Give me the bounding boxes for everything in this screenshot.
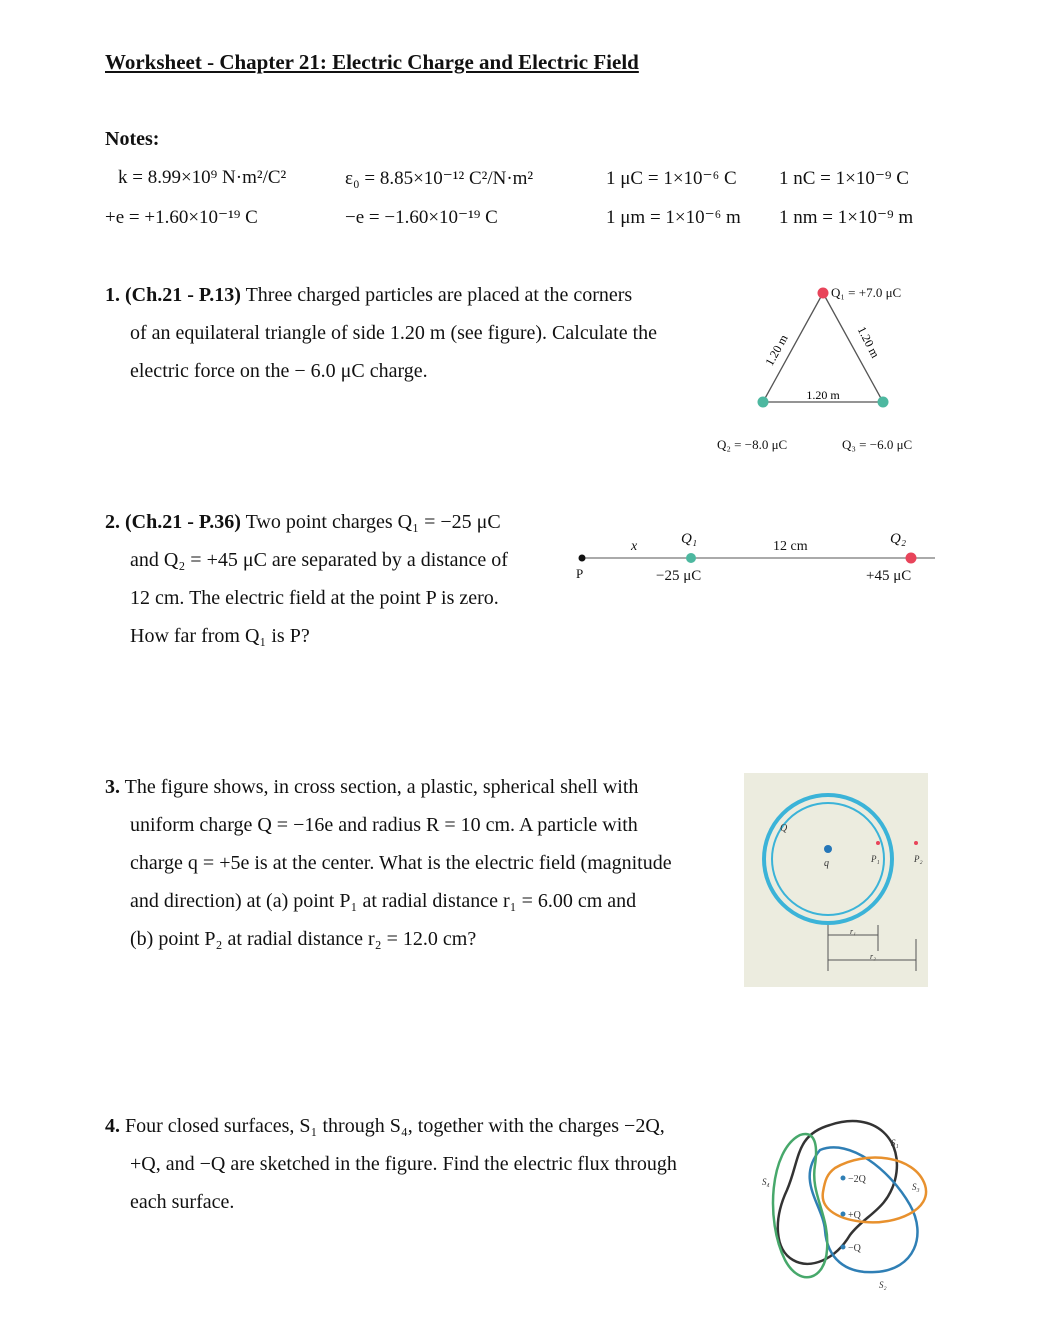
p2-dot [914, 841, 918, 845]
triangle-diagram [715, 282, 935, 457]
note-negative-charge: −e = −1.60×10⁻¹⁹ C [345, 207, 498, 228]
center-charge-dot [824, 845, 832, 853]
figure-triangle [715, 282, 935, 457]
shell-figure-background [744, 773, 928, 987]
q2-name-label: Q₂ [890, 531, 907, 547]
question-3-number: 3. [105, 776, 120, 798]
question-4-line-3: each surface. [130, 1191, 235, 1213]
question-3-line-3: charge q = +5e is at the center. What is the electric field (magnitude [130, 852, 672, 874]
question-4-line-1: Four closed surfaces, S₁ through S₄, together with the charges −2Q, [120, 1115, 665, 1137]
question-4 [105, 1107, 755, 1221]
q1-charge-dot [818, 288, 829, 299]
shell-q-label: Q [780, 823, 788, 834]
q1-value-label: −25 μC [656, 568, 702, 584]
side-bottom-label: 1.20 m [806, 388, 840, 402]
question-1-line-2: of an equilateral triangle of side 1.20 m (see figure). Calculate the [130, 322, 658, 344]
note-nanocoulomb: 1 nC = 1×10⁻⁹ C [779, 168, 909, 189]
distance-12cm-label: 12 cm [773, 539, 808, 554]
r2-label: r₂ [870, 952, 876, 961]
point-p-dot [579, 555, 586, 562]
q2-label: Q₂ = −8.0 μC [717, 437, 788, 452]
question-1-line-3: electric force on the − 6.0 μC charge. [130, 360, 428, 382]
charge-minus-2q-label: −2Q [848, 1174, 866, 1185]
note-coulomb-constant: k = 8.99×10⁹ N·m²/C² [118, 167, 287, 188]
surface-s4-label: S₄ [762, 1177, 770, 1187]
worksheet-title: Worksheet - Chapter 21: Electric Charge and Electric Field [105, 50, 639, 74]
note-positive-charge: +e = +1.60×10⁻¹⁹ C [105, 207, 258, 228]
p1-label: P₁ [871, 854, 880, 864]
surface-s1-label: S₁ [891, 1138, 899, 1148]
surface-s3-label: S₃ [912, 1182, 920, 1192]
note-microcoulomb: 1 μC = 1×10⁻⁶ C [606, 168, 737, 189]
question-1 [105, 276, 715, 390]
charge-minus-q-dot [841, 1245, 846, 1250]
question-3-line-4: and direction) at (a) point P₁ at radial distance r₁ = 6.00 cm and [130, 890, 637, 912]
question-4-line-2: +Q, and −Q are sketched in the figure. Find the electric flux through [130, 1153, 677, 1175]
notes-heading: Notes: [105, 128, 160, 150]
p2-label: P₂ [914, 854, 923, 864]
side-right-label: 1.20 m [854, 324, 883, 361]
question-3-line-1: The figure shows, in cross section, a plastic, spherical shell with [120, 776, 639, 798]
figure-closed-surfaces [755, 1110, 940, 1295]
question-1-ref: (Ch.21 - P.13) [125, 284, 241, 306]
figure-line-charges [570, 528, 935, 593]
question-2-number: 2. [105, 511, 120, 533]
r1-label: r₁ [850, 927, 856, 936]
q1-name-label: Q₁ [681, 531, 698, 547]
q2-dot [906, 553, 917, 564]
charge-minus-2q-dot [841, 1176, 846, 1181]
note-nanometer: 1 nm = 1×10⁻⁹ m [779, 207, 914, 228]
p1-dot [876, 841, 880, 845]
question-3-line-2: uniform charge Q = −16e and radius R = 10 cm. A particle with [130, 814, 638, 836]
charge-plus-q-dot [841, 1212, 846, 1217]
question-4-number: 4. [105, 1115, 120, 1137]
question-2-line-2: and Q₂ = +45 μC are separated by a distance of [130, 549, 508, 571]
note-permittivity: ε₀ = 8.85×10⁻¹² C²/N·m² [345, 168, 534, 189]
q1-dot [686, 553, 696, 563]
center-q-label: q [824, 858, 829, 869]
question-2-line-4: How far from Q₁ is P? [130, 625, 310, 647]
figure-spherical-shell [744, 773, 928, 987]
q3-charge-dot [878, 397, 889, 408]
distance-x-label: x [631, 539, 638, 554]
question-2-line-3: 12 cm. The electric field at the point P is zero. [130, 587, 499, 609]
question-1-line-1: Three charged particles are placed at the corners [240, 284, 633, 306]
q1-label: Q₁ = +7.0 μC [831, 285, 902, 300]
question-1-number: 1. [105, 284, 120, 306]
question-2 [105, 503, 565, 655]
note-micrometer: 1 μm = 1×10⁻⁶ m [606, 207, 741, 228]
surface-s1-curve [778, 1121, 897, 1264]
side-left-label: 1.20 m [762, 332, 791, 369]
charge-plus-q-label: +Q [848, 1210, 861, 1221]
point-p-label: P [576, 566, 584, 581]
q2-charge-dot [758, 397, 769, 408]
question-3 [105, 768, 735, 958]
q3-label: Q₃ = −6.0 μC [842, 437, 913, 452]
question-2-line-1: Two point charges Q₁ = −25 μC [240, 511, 501, 533]
q2-value-label: +45 μC [866, 568, 912, 584]
question-3-line-5: (b) point P₂ at radial distance r₂ = 12.0 cm? [130, 928, 477, 950]
question-2-ref: (Ch.21 - P.36) [125, 511, 241, 533]
charge-minus-q-label: −Q [848, 1243, 861, 1254]
surface-s2-label: S₂ [879, 1280, 887, 1290]
